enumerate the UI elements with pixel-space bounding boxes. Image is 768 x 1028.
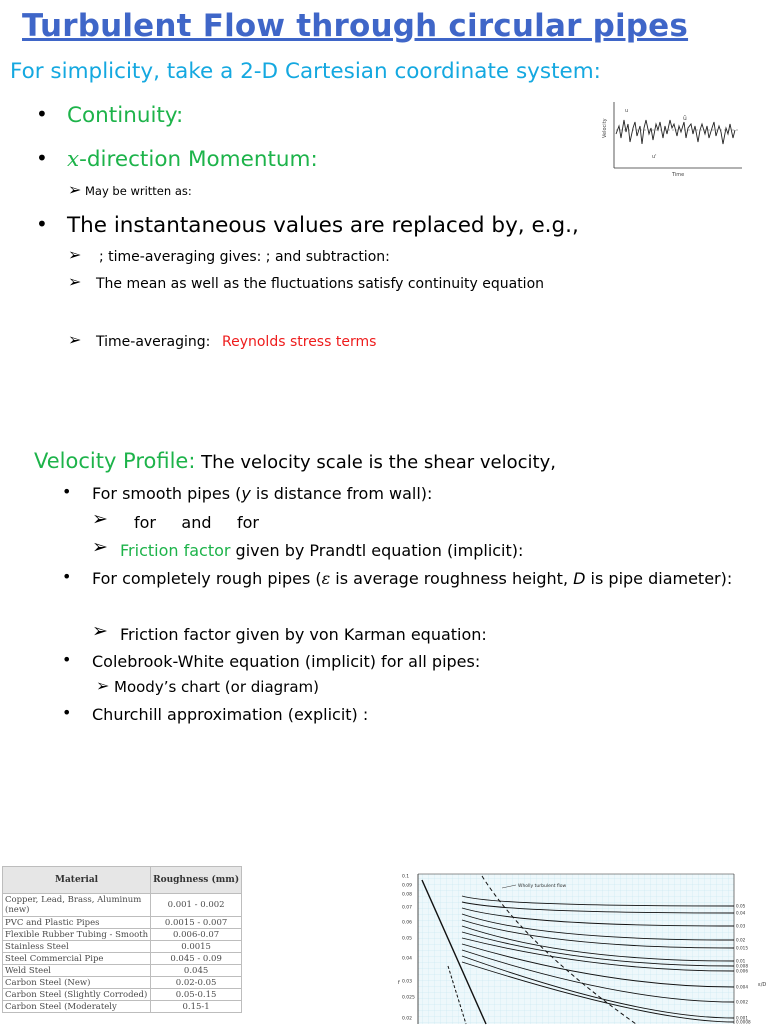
moody-chart [386, 866, 768, 1024]
velocity-profile-heading: Velocity Profile: The velocity scale is the shear velocity, [34, 449, 556, 473]
bullet-dot: • [36, 146, 48, 170]
table-row: Carbon Steel (New) 0.02-0.05 [3, 977, 242, 989]
smooth-pipes-text: For smooth pipes (y is distance from wall): [92, 484, 433, 503]
bullet-dot: • [62, 567, 72, 586]
page-subtitle: For simplicity, take a 2-D Cartesian coordinate system: [10, 59, 601, 84]
moody-right-tick: 0.006 [736, 968, 748, 974]
bullet-dot: • [36, 102, 48, 126]
page-title: Turbulent Flow through circular pipes [22, 8, 689, 44]
friction-factor-prandtl: Friction factor given by Prandtl equation (implicit): [120, 541, 524, 560]
colebrook-text: Colebrook-White equation (implicit) for all pipes: [92, 652, 481, 671]
arrow-icon: ➢ [68, 330, 82, 349]
for-and-for-text: for and for [134, 513, 259, 532]
moody-right-tick: 0.001 [736, 1015, 748, 1021]
bullet-dot: • [36, 212, 48, 236]
signal-u-label: u [625, 108, 629, 114]
table-header-material: Material [3, 867, 151, 894]
moody-right-tick: 0.04 [736, 910, 746, 916]
velocity-signal-plot [600, 98, 748, 178]
moody-right-tick: 0.02 [736, 937, 746, 943]
may-be-written-text: May be written as: [85, 184, 192, 198]
arrow-icon: ➢ [68, 245, 82, 264]
moody-right-tick: 0.004 [736, 984, 748, 990]
table-row: Carbon Steel (Slightly Corroded) 0.05-0.15 [3, 989, 242, 1001]
table-row: Weld Steel 0.045 [3, 965, 242, 977]
signal-ubar-label: ū [683, 115, 687, 122]
time-averaging-gives-text: ; time-averaging gives: ; and subtraction: [99, 249, 390, 265]
moody-right-tick: 0.01 [736, 958, 746, 964]
arrow-icon: ➢ [92, 536, 108, 558]
rough-pipes-text: For completely rough pipes (ε is average roughness height, D is pipe diameter): [92, 569, 733, 588]
moody-y-tick: 0.03 [402, 979, 413, 985]
moody-y-tick: 0.07 [402, 905, 413, 911]
arrow-icon: ➢ [92, 508, 108, 530]
signal-xlabel: Time [672, 172, 685, 178]
mean-fluctuation-text: The mean as well as the fluctuations satisfy continuity equation [96, 276, 545, 292]
bullet-dot: • [62, 650, 72, 669]
moody-y-tick: 0.025 [402, 995, 415, 1001]
moody-y-tick: 0.1 [402, 874, 410, 880]
arrow-icon: ➢ [68, 180, 82, 199]
arrow-icon: ➢ [92, 620, 108, 642]
moody-ylabel: f [398, 980, 400, 986]
moody-y-tick: 0.05 [402, 936, 413, 942]
moody-right-tick: 0.015 [736, 945, 748, 951]
bullet-dot: • [62, 703, 72, 722]
moody-y-tick: 0.02 [402, 1016, 413, 1022]
time-averaging-label: Time-averaging: [96, 334, 211, 350]
table-row: Carbon Steel (Moderately 0.15-1 [3, 1001, 242, 1013]
bullet-dot: • [62, 482, 72, 501]
table-row: Copper, Lead, Brass, Aluminum (new) 0.001 - 0.002 [3, 894, 242, 917]
moody-rlabel: ε/D [758, 982, 767, 988]
reynolds-stress-text: Reynolds stress terms [222, 334, 377, 350]
continuity-label: Continuity: [67, 103, 184, 128]
churchill-text: Churchill approximation (explicit) : [92, 705, 369, 724]
table-row: Flexible Rubber Tubing - Smooth 0.006-0.07 [3, 929, 242, 941]
instantaneous-text: The instantaneous values are replaced by, e.g., [67, 213, 579, 238]
signal-uprime-label: u' [652, 154, 657, 160]
arrow-icon: ➢ [68, 272, 82, 291]
moody-right-tick: 0.03 [736, 923, 746, 929]
moody-right-tick: 0.008 [736, 963, 748, 969]
moody-right-tick: 0.002 [736, 999, 748, 1005]
arrow-icon: ➢ [96, 676, 110, 695]
moody-y-tick: 0.08 [402, 892, 413, 898]
wholly-turbulent-label: Wholly turbulent flow [518, 884, 567, 889]
moody-right-tick: 0.0008 [736, 1019, 751, 1025]
roughness-table [2, 866, 242, 1013]
momentum-label: x-direction Momentum: [67, 147, 318, 172]
von-karman-text: Friction factor given by von Karman equation: [120, 625, 487, 644]
moody-y-tick: 0.09 [402, 883, 413, 889]
table-row: Stainless Steel 0.0015 [3, 941, 242, 953]
signal-ylabel: Velocity [602, 118, 608, 138]
moody-right-tick: 0.05 [736, 903, 746, 909]
moody-y-tick: 0.04 [402, 956, 413, 962]
moody-chart-text: Moody’s chart (or diagram) [114, 678, 319, 696]
table-header-roughness: Roughness (mm) [151, 867, 242, 894]
table-row: Steel Commercial Pipe 0.045 - 0.09 [3, 953, 242, 965]
moody-y-tick: 0.06 [402, 920, 413, 926]
roughness-table-panel [2, 866, 240, 1024]
table-row: PVC and Plastic Pipes 0.0015 - 0.007 [3, 917, 242, 929]
